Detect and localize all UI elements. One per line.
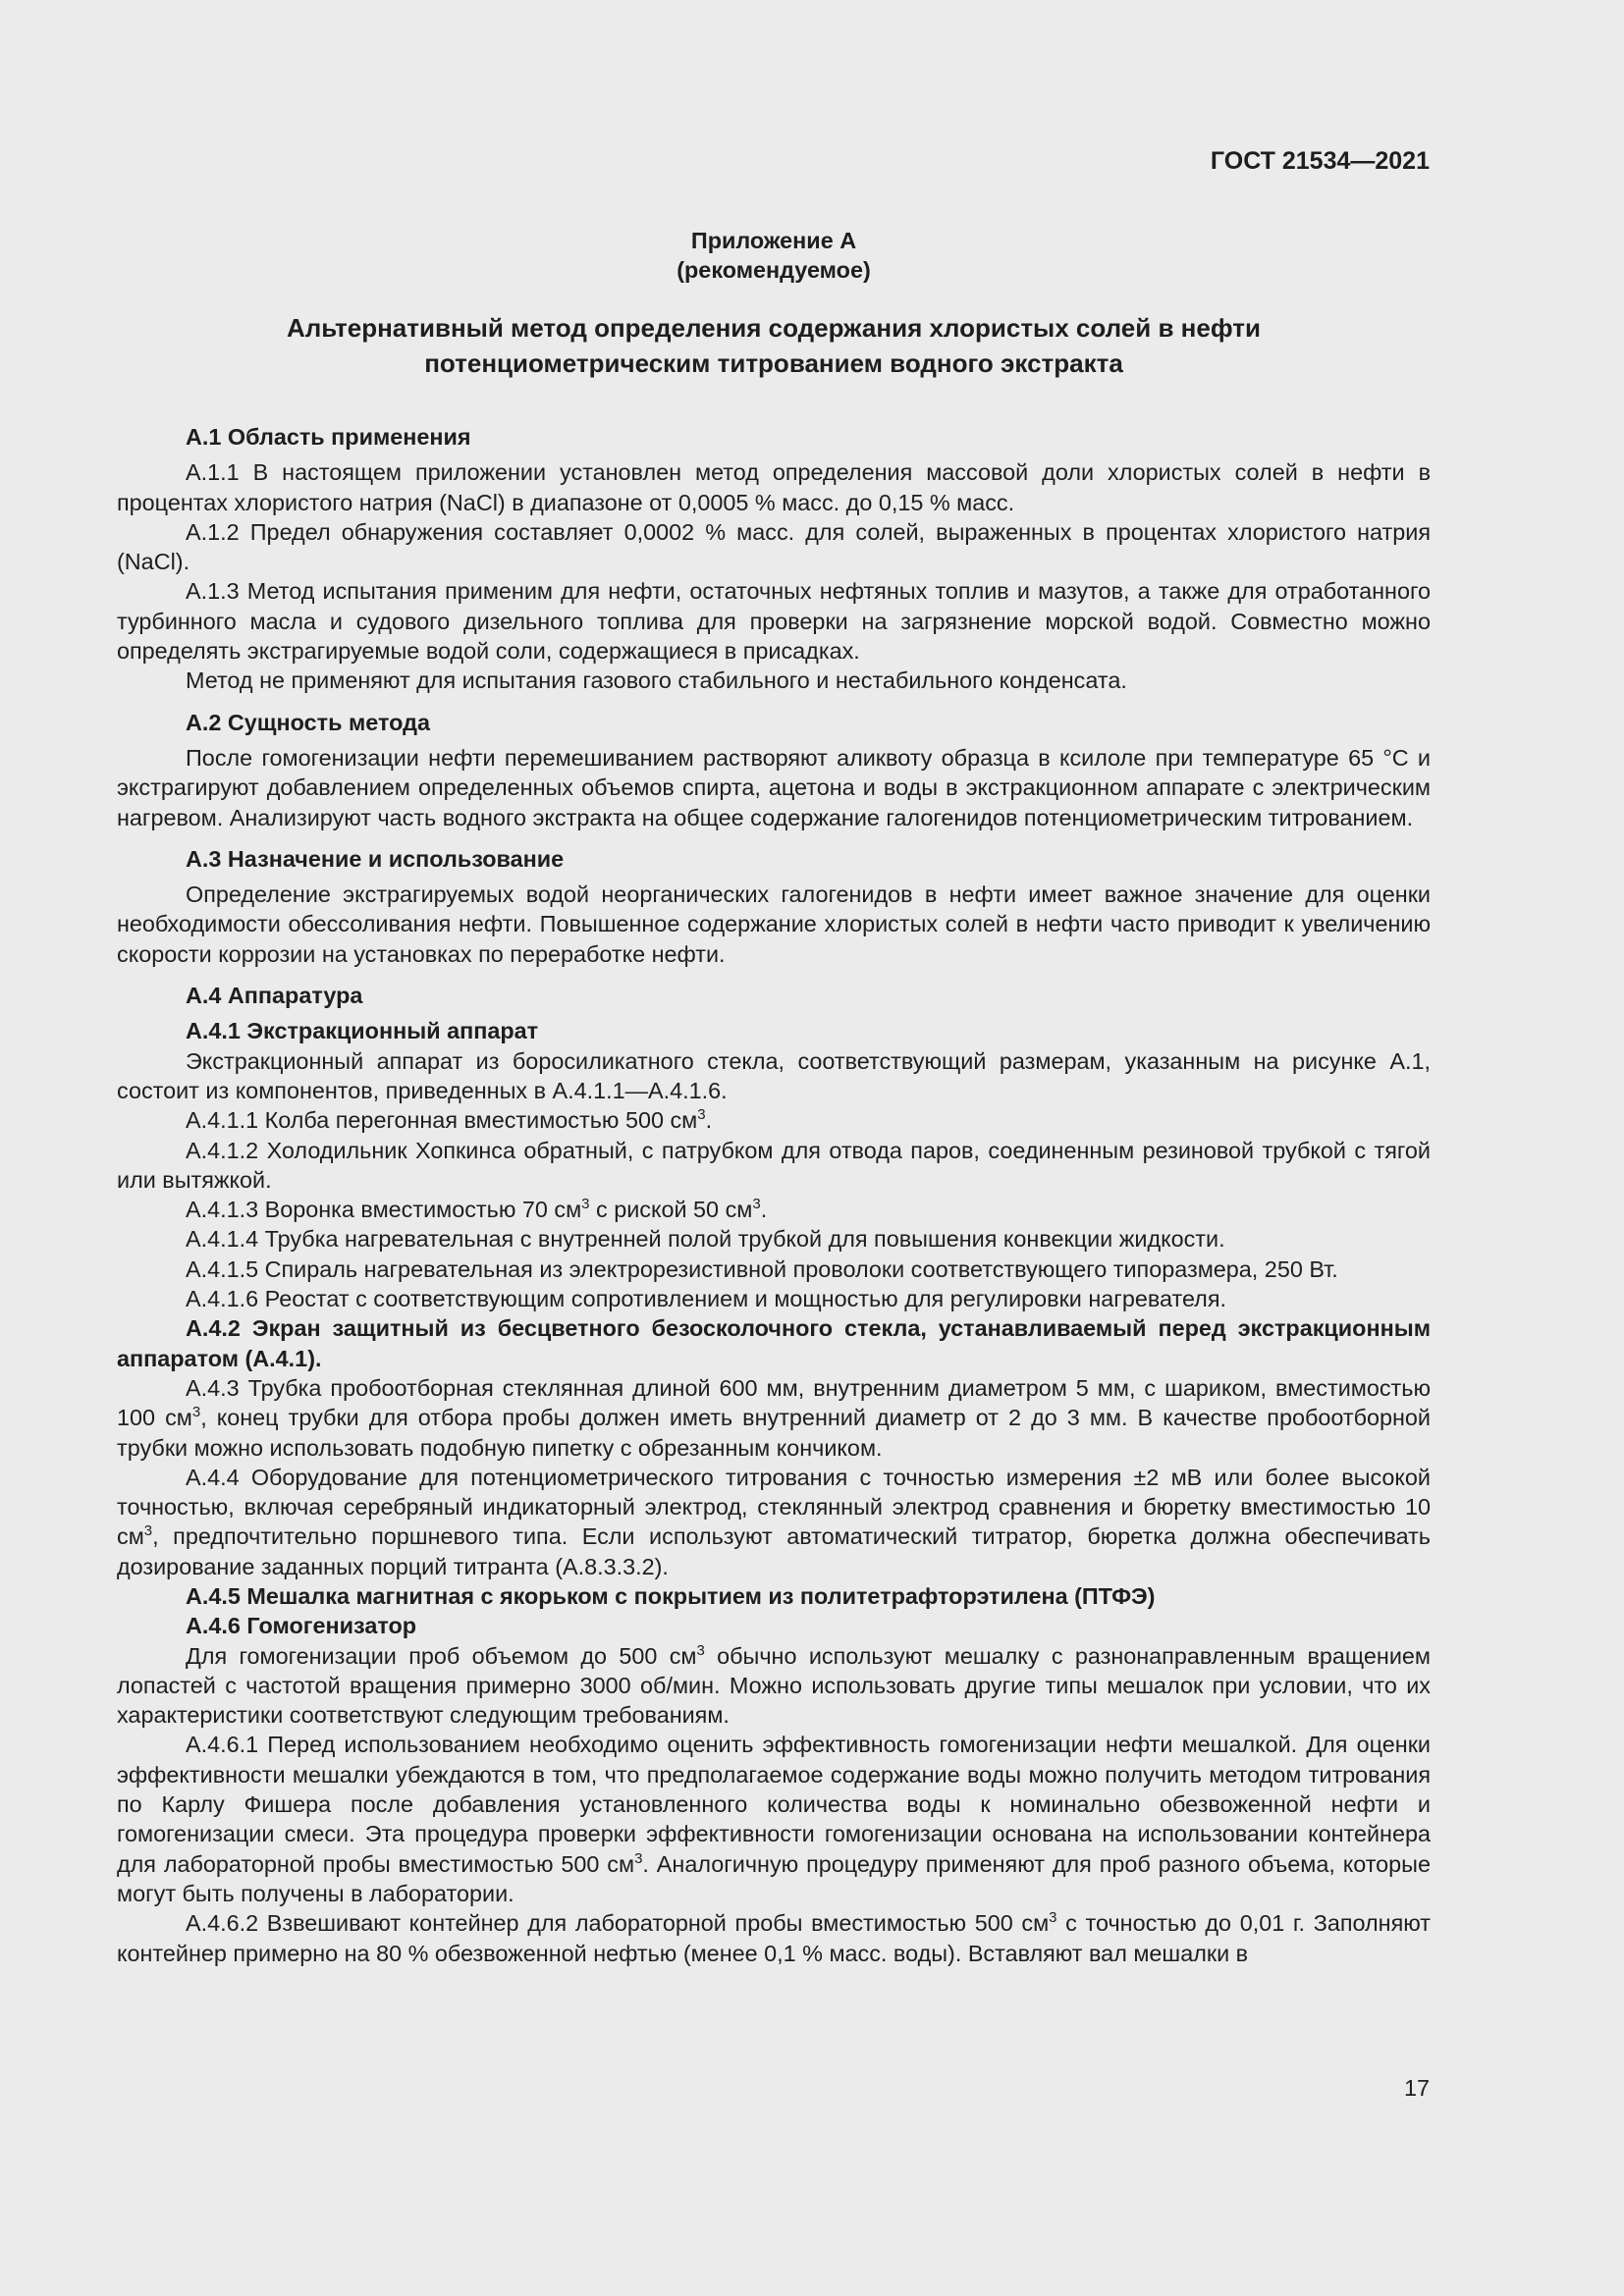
paragraph-a1-4: Метод не применяют для испытания газового стабильного и нестабильного конденсата.	[186, 667, 1127, 694]
paragraph-a414: А.4.1.4 Трубка нагревательная с внутренней полой трубкой для повышения конвекции жидкости.	[186, 1226, 1225, 1253]
superscript-3: 3	[1049, 1909, 1057, 1927]
paragraph-a43	[117, 1373, 1431, 1463]
paragraph-a461	[117, 1730, 1431, 1908]
appendix-label: Приложение А	[690, 228, 857, 253]
a462-text-2: с точностью до 0,01 г. Заполняют контейнер примерно на 80 % обезвоженной нефтью (менее 0,1 % масс. воды). Вставляют вал мешалки в	[117, 1910, 1431, 1966]
document-number: ГОСТ 21534—2021	[1210, 147, 1430, 175]
appendix-title-line-1: Альтернативный метод определения содержания хлористых солей в нефти	[287, 313, 1261, 343]
a411-text: А.4.1.1 Колба перегонная вместимостью 500 см	[186, 1107, 698, 1134]
paragraph-a2-1: После гомогенизации нефти перемешиванием растворяют аликвоту образца в ксилоле при температуре 65 °С и экстрагируют добавлением определенных объемов спирта, ацетона и воды в экстракционном аппарате с электрическим нагревом. Анализируют часть водного экстракта на общее содержание галогенидов потенциометрическим титрованием.	[117, 744, 1431, 830]
a43-text-2: , конец трубки для отбора пробы должен иметь внутренний диаметр от 2 до 3 мм. В качестве пробоотборной трубки можно использовать подобную пипетку с обрезанным кончиком.	[117, 1405, 1431, 1461]
paragraph-a462	[117, 1908, 1431, 1968]
subsection-heading-a41: А.4.1 Экстракционный аппарат	[186, 1018, 539, 1044]
a43-text-1: А.4.3 Трубка пробоотборная стеклянная длиной 600 мм, внутренним диаметром 5 мм, с шариком, вместимостью 100 см	[117, 1374, 1431, 1431]
superscript-3: 3	[752, 1196, 761, 1213]
paragraph-a1-2: А.1.2 Предел обнаружения составляет 0,0002 % масс. для солей, выраженных в процентах хлористого натрия (NaCl).	[117, 518, 1431, 575]
paragraph-a415: А.4.1.5 Спираль нагревательная из электрорезистивной проволоки соответствующего типоразмера, 250 Вт.	[186, 1255, 1338, 1282]
paragraph-a46	[117, 1641, 1431, 1731]
appendix-title-line-2: потенциометрическим титрованием водного экстракта	[424, 348, 1123, 378]
paragraph-a42: А.4.2 Экран защитный из бесцветного безосколочного стекла, устанавливаемый перед экстракционным аппаратом (А.4.1).	[117, 1315, 1431, 1371]
section-heading-a2: А.2 Сущность метода	[186, 709, 430, 735]
page-number: 17	[1403, 2075, 1430, 2101]
superscript-3: 3	[581, 1196, 590, 1213]
appendix-label-block	[117, 226, 1431, 285]
appendix-title	[117, 310, 1431, 381]
a461-text-2: . Аналогичную процедуру применяют для проб разного объема, которые могут быть получены в лаборатории.	[117, 1850, 1431, 1906]
a44-text-2: , предпочтительно поршневого типа. Если используют автоматический титратор, бюретка должна обеспечивать дозирование заданных порций титранта (А.8.3.3.2).	[117, 1523, 1431, 1579]
a46-text-2: обычно используют мешалку с разнонаправленным вращением лопастей с частотой вращения примерно 3000 об/мин. Можно использовать другие типы мешалок при условии, что их характеристики соответствуют следующим требованиям.	[117, 1642, 1431, 1729]
paragraph-a1-3: А.1.3 Метод испытания применим для нефти, остаточных нефтяных топлив и мазутов, а также для отработанного турбинного масла и судового дизельного топлива для проверки на загрязнение морской водой. Совместно можно определять экстрагируемые водой соли, содержащиеся в присадках.	[117, 578, 1431, 665]
section-heading-a1: А.1 Область применения	[186, 424, 471, 450]
superscript-3: 3	[697, 1106, 706, 1124]
paragraph-a41: Экстракционный аппарат из боросиликатного стекла, соответствующий размерам, указанным на рисунке А.1, состоит из компонентов, приведенных в А.4.1.1—А.4.1.6.	[117, 1047, 1431, 1103]
a44-text-1: А.4.4 Оборудование для потенциометрического титрования с точностью измерения ±2 мВ или более высокой точностью, включая серебряный индикаторный электрод, стеклянный электрод сравнения и бюретку вместимостью 10 см	[117, 1464, 1431, 1550]
superscript-3: 3	[191, 1404, 201, 1421]
a413-text-1: А.4.1.3 Воронка вместимостью 70 см	[186, 1197, 582, 1223]
a462-text-1: А.4.6.2 Взвешивают контейнер для лабораторной пробы вместимостью 500 см	[186, 1910, 1050, 1937]
section-heading-a4: А.4 Аппаратура	[186, 983, 363, 1009]
paragraph-a45: А.4.5 Мешалка магнитная с якорьком с покрытием из политетрафторэтилена (ПТФЭ)	[186, 1582, 1156, 1609]
document-body	[117, 226, 1431, 1968]
a411-tail: .	[705, 1107, 713, 1134]
paragraph-a3-1: Определение экстрагируемых водой неорганических галогенидов в нефти имеет важное значение для оценки необходимости обессоливания нефти. Повышенное содержание хлористых солей в нефти часто приводит к увеличению скорости коррозии на установках по переработке нефти.	[117, 881, 1431, 967]
appendix-status: (рекомендуемое)	[677, 257, 871, 283]
paragraph-a412: А.4.1.2 Холодильник Хопкинса обратный, с патрубком для отвода паров, соединенным резиновой трубкой с тягой или вытяжкой.	[117, 1137, 1431, 1193]
a46-text-1: Для гомогенизации проб объемом до 500 см	[186, 1642, 697, 1669]
paragraph-a411	[117, 1105, 1431, 1135]
subsection-heading-a46: А.4.6 Гомогенизатор	[186, 1613, 417, 1639]
paragraph-a413	[117, 1195, 1431, 1224]
a413-tail: .	[760, 1197, 768, 1223]
a413-text-2: с риской 50 см	[589, 1197, 753, 1223]
section-heading-a3: А.3 Назначение и использование	[186, 845, 565, 872]
superscript-3: 3	[634, 1849, 643, 1867]
superscript-3: 3	[143, 1522, 153, 1540]
paragraph-a44	[117, 1463, 1431, 1581]
paragraph-a416: А.4.1.6 Реостат с соответствующим сопротивлением и мощностью для регулировки нагревателя.	[186, 1286, 1226, 1312]
superscript-3: 3	[696, 1641, 705, 1659]
paragraph-a1-1: А.1.1 В настоящем приложении установлен метод определения массовой доли хлористых солей в нефти в процентах хлористого натрия (NaCl) в диапазоне от 0,0005 % масс. до 0,15 % масс.	[117, 459, 1431, 515]
a461-text-1: А.4.6.1 Перед использованием необходимо оценить эффективность гомогенизации нефти мешалкой. Для оценки эффективности мешалки убеждаются в том, что предполагаемое содержание воды можно получить методом титрования по Карлу Фишера после добавления установленного количества воды к номинально обезвоженной нефти и гомогенизации смеси. Эта процедура проверки эффективности гомогенизации основана на использовании контейнера для лабораторной пробы вместимостью 500 см	[117, 1732, 1431, 1877]
